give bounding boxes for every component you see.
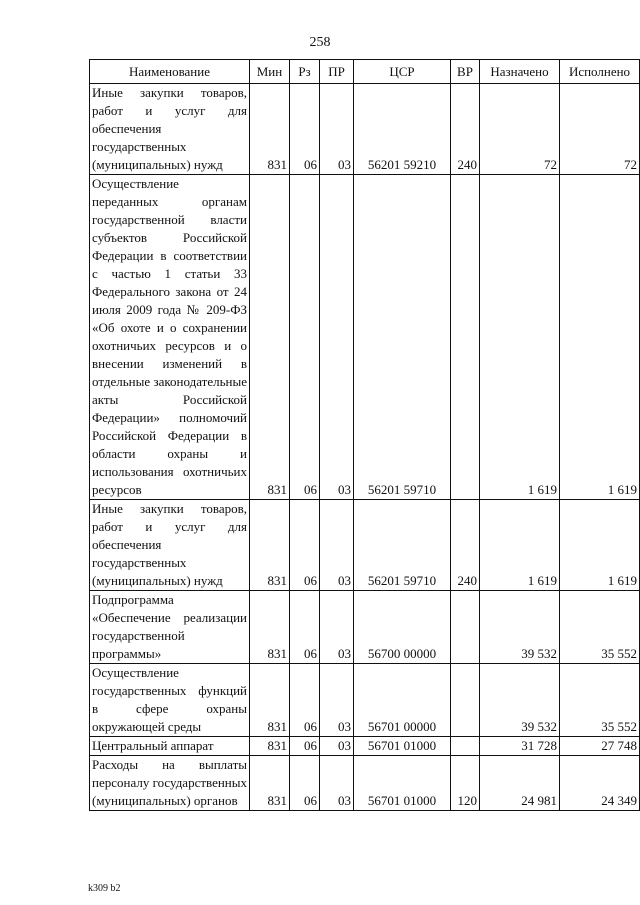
row-min: 831 [250, 756, 290, 811]
row-csr: 56700 00000 [354, 591, 451, 664]
header-vr: ВР [451, 60, 480, 84]
row-vr [451, 737, 480, 756]
table-row [90, 737, 640, 756]
row-min: 831 [250, 500, 290, 591]
row-executed: 35 552 [560, 664, 640, 737]
row-executed: 35 552 [560, 591, 640, 664]
header-assigned: Назначено [480, 60, 560, 84]
table-row [90, 664, 640, 737]
row-vr [451, 664, 480, 737]
row-rz: 06 [290, 84, 320, 175]
table-row [90, 756, 640, 811]
row-name: Подпрограмма «Обеспечение реализации государственной программы» [90, 591, 250, 664]
row-name: Осуществление переданных органам государственной власти субъектов Российской Федерации в соответствии с частью 1 статьи 33 Федерального закона от 24 июля 2009 года № 209-ФЗ «Об охоте и о сохранении охотничьих ресурсов и о внесении изменений в отдельные законодательные акты Российской Федерации» полномочий Российской Федерации в области охраны и использования охотничьих ресурсов [90, 175, 250, 500]
row-pr: 03 [320, 756, 354, 811]
header-executed: Исполнено [560, 60, 640, 84]
header-rz: Рз [290, 60, 320, 84]
row-pr: 03 [320, 500, 354, 591]
header-min: Мин [250, 60, 290, 84]
table-row [90, 175, 640, 500]
row-min: 831 [250, 175, 290, 500]
row-name: Иные закупки товаров, работ и услуг для обеспечения государственных (муниципальных) нужд [90, 500, 250, 591]
row-assigned: 39 532 [480, 664, 560, 737]
row-vr: 240 [451, 84, 480, 175]
row-assigned: 1 619 [480, 500, 560, 591]
row-rz: 06 [290, 591, 320, 664]
row-csr: 56201 59210 [354, 84, 451, 175]
row-vr [451, 175, 480, 500]
row-csr: 56701 01000 [354, 737, 451, 756]
row-rz: 06 [290, 175, 320, 500]
row-assigned: 39 532 [480, 591, 560, 664]
row-assigned: 31 728 [480, 737, 560, 756]
row-csr: 56701 00000 [354, 664, 451, 737]
row-rz: 06 [290, 756, 320, 811]
row-name: Иные закупки товаров, работ и услуг для обеспечения государственных (муниципальных) нужд [90, 84, 250, 175]
row-assigned: 24 981 [480, 756, 560, 811]
row-csr: 56201 59710 [354, 500, 451, 591]
row-pr: 03 [320, 591, 354, 664]
row-name: Расходы на выплаты персоналу государственных (муниципальных) органов [90, 756, 250, 811]
row-executed: 24 349 [560, 756, 640, 811]
row-pr: 03 [320, 737, 354, 756]
row-min: 831 [250, 84, 290, 175]
row-min: 831 [250, 664, 290, 737]
row-vr [451, 591, 480, 664]
row-assigned: 72 [480, 84, 560, 175]
row-assigned: 1 619 [480, 175, 560, 500]
table-row [90, 500, 640, 591]
header-csr: ЦСР [354, 60, 451, 84]
row-name: Осуществление государственных функций в сфере охраны окружающей среды [90, 664, 250, 737]
page-number: 258 [309, 35, 331, 50]
row-vr: 240 [451, 500, 480, 591]
row-name: Центральный аппарат [90, 737, 250, 756]
row-rz: 06 [290, 664, 320, 737]
budget-table [89, 59, 640, 811]
row-pr: 03 [320, 175, 354, 500]
table-row [90, 591, 640, 664]
row-executed: 72 [560, 84, 640, 175]
row-pr: 03 [320, 664, 354, 737]
row-vr: 120 [451, 756, 480, 811]
table-row [90, 84, 640, 175]
row-executed: 27 748 [560, 737, 640, 756]
row-min: 831 [250, 737, 290, 756]
row-rz: 06 [290, 500, 320, 591]
row-pr: 03 [320, 84, 354, 175]
row-executed: 1 619 [560, 500, 640, 591]
header-name: Наименование [90, 60, 250, 84]
row-min: 831 [250, 591, 290, 664]
footer-code: k309 b2 [88, 883, 121, 894]
row-rz: 06 [290, 737, 320, 756]
row-csr: 56201 59710 [354, 175, 451, 500]
header-pr: ПР [320, 60, 354, 84]
row-executed: 1 619 [560, 175, 640, 500]
header-row [90, 60, 640, 84]
row-csr: 56701 01000 [354, 756, 451, 811]
